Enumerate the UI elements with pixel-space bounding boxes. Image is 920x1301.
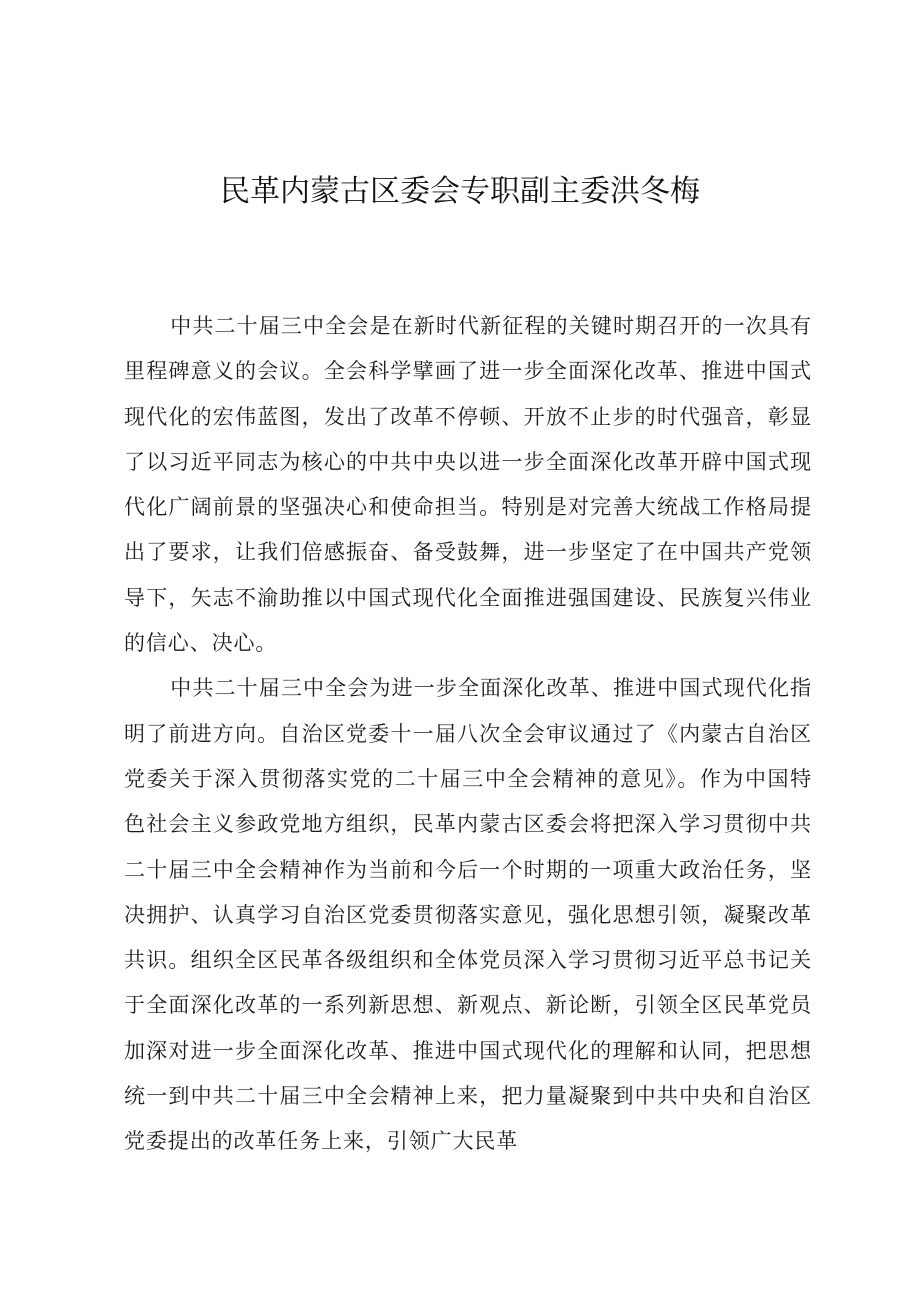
body-paragraph-1: 中共二十届三中全会是在新时代新征程的关键时期召开的一次具有里程碑意义的会议。全会科学擘画了进一步全面深化改革、推进中国式现代化的宏伟蓝图，发出了改革不停顿、开放不止步的时代强音，彰显了以习近平同志为核心的中共中央以进一步全面深化改革开辟中国式现代化广阔前景的坚强决心和使命担当。特别是对完善大统战工作格局提出了要求，让我们倍感振奋、备受鼓舞，进一步坚定了在中国共产党领导下，矢志不渝助推以中国式现代化全面推进强国建设、民族复兴伟业的信心、决心。 <box>124 314 812 656</box>
document-body <box>124 304 812 1165</box>
document-title: 民革内蒙古区委会专职副主委洪冬梅 <box>220 174 700 209</box>
body-paragraph-2: 中共二十届三中全会为进一步全面深化改革、推进中国式现代化指明了前进方向。自治区党委十一届八次全会审议通过了《内蒙古自治区党委关于深入贯彻落实党的二十届三中全会精神的意见》。作为中国特色社会主义参政党地方组织，民革内蒙古区委会将把深入学习贯彻中共二十届三中全会精神作为当前和今后一个时期的一项重大政治任务，坚决拥护、认真学习自治区党委贯彻落实意见，强化思想引领，凝聚改革共识。组织全区民革各级组织和全体党员深入学习贯彻习近平总书记关于全面深化改革的一系列新思想、新观点、新论断，引领全区民革党员加深对进一步全面深化改革、推进中国式现代化的理解和认同，把思想统一到中共二十届三中全会精神上来，把力量凝聚到中共中央和自治区党委提出的改革任务上来，引领广大民革 <box>124 676 812 1154</box>
